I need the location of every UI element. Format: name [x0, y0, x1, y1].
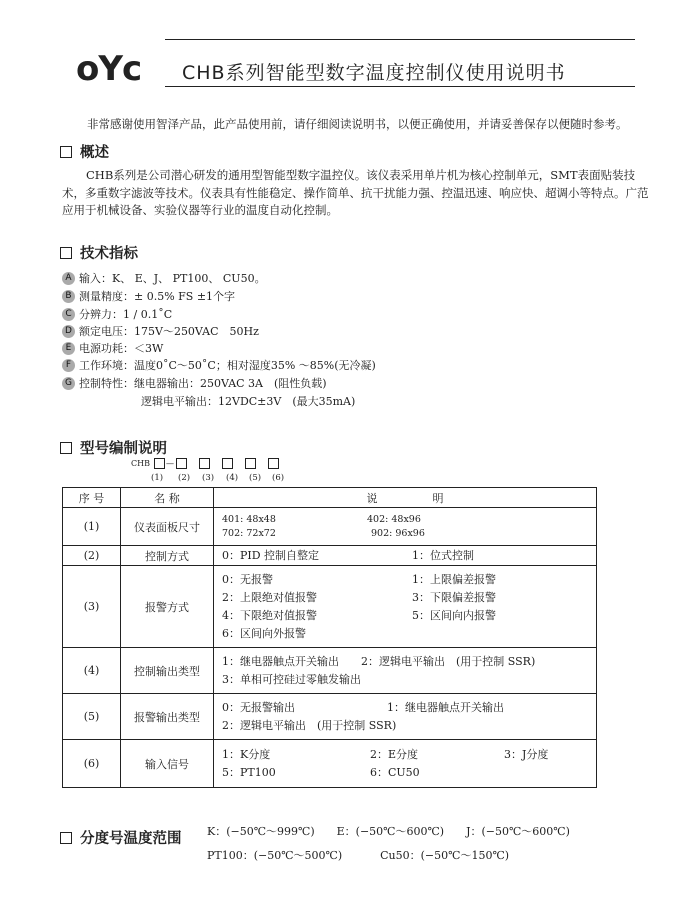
row-name: 报警方式 [121, 566, 214, 648]
section-title: 型号编制说明 [80, 441, 167, 457]
range-e: E：(−50℃～600℃) [336, 825, 445, 838]
description-item: 5：PT100 [222, 765, 276, 779]
range-k: K：(−50℃～999℃) [207, 825, 315, 838]
description-line [222, 625, 596, 643]
spec-text: 电源功耗：＜3W [79, 342, 164, 355]
intro-text: 非常感谢使用智泽产品，此产品使用前，请仔细阅读说明书，以便正确使用，并请妥善保存以便随时参考。 [87, 117, 628, 131]
code-label: (1) [151, 473, 164, 483]
row-description [214, 566, 597, 648]
spec-text: 工作环境：温度0˚C～50˚C；相对湿度35% ～85%(无冷凝) [79, 359, 376, 372]
code-dash: — [165, 459, 174, 468]
letter-badge-icon: E [62, 342, 75, 355]
table-row [63, 546, 597, 566]
letter-badge-icon: F [62, 359, 75, 372]
row-number: (6) [63, 740, 121, 788]
row-description [214, 694, 597, 740]
spec-item [62, 306, 172, 322]
spec-text: 额定电压：175V～250VAC 50Hz [79, 325, 259, 338]
row-number: (3) [63, 566, 121, 648]
header-cell: 名 称 [121, 488, 214, 508]
table-row [63, 648, 597, 694]
description-line [222, 699, 596, 717]
description-item: 902: 96x96 [371, 527, 425, 539]
row-number: (4) [63, 648, 121, 694]
range-line-2 [207, 847, 509, 863]
description-item: 6：区间向外报警 [222, 626, 306, 640]
row-name: 控制输出类型 [121, 648, 214, 694]
spec-item [62, 375, 327, 391]
range-cu50: Cu50：(−50℃～150℃) [380, 849, 510, 862]
spec-item [62, 340, 163, 356]
spec-text: 测量精度：± 0.5% FS ±1个字 [79, 290, 236, 303]
row-description [214, 648, 597, 694]
code-label: (6) [272, 473, 285, 483]
description-line [222, 589, 596, 607]
range-pt100: PT100：(−50℃～500℃) [207, 849, 343, 862]
spec-item [62, 288, 235, 304]
letter-badge-icon: G [62, 377, 75, 390]
checkbox-square-icon [60, 247, 72, 259]
row-description [214, 546, 597, 566]
row-name: 仪表面板尺寸 [121, 508, 214, 546]
code-label: (3) [202, 473, 215, 483]
code-slot-icon [245, 458, 256, 469]
description-item: 2：上限绝对值报警 [222, 590, 317, 604]
range-j: J：(−50℃～600℃) [466, 825, 570, 838]
description-item: 1：位式控制 [412, 548, 474, 562]
description-item: 2：逻辑电平输出 (用于控制 SSR) [222, 718, 397, 732]
row-number: (1) [63, 508, 121, 546]
description-item: 6：CU50 [370, 765, 420, 779]
section-overview-heading [60, 141, 109, 162]
header-cell: 说 明 [214, 488, 597, 508]
code-slot-icon [176, 458, 187, 469]
section-title: 概述 [80, 145, 109, 161]
spec-extra-line: 逻辑电平输出：12VDC±3V (最大35mA) [141, 395, 356, 408]
description-item: 5：区间向内报警 [412, 608, 496, 622]
description-line [222, 653, 596, 671]
spec-text: 控制特性：继电器输出：250VAC 3A (阻性负载) [79, 377, 327, 390]
section-ranges-heading [60, 827, 182, 848]
table-row [63, 508, 597, 546]
description-item: 0：PID 控制自整定 [222, 548, 320, 562]
range-line-1 [207, 823, 570, 839]
section-title: 分度号温度范围 [80, 831, 182, 847]
letter-badge-icon: C [62, 308, 75, 321]
model-code-pattern [131, 458, 286, 469]
description-line [222, 547, 596, 565]
header-rule-top [165, 39, 635, 40]
spec-item [62, 357, 376, 373]
code-slot-icon [199, 458, 210, 469]
document-title: CHB系列智能型数字温度控制仪使用说明书 [182, 62, 566, 84]
row-name: 控制方式 [121, 546, 214, 566]
description-line [222, 764, 596, 782]
description-line [222, 717, 596, 735]
description-item: 0：无报警 [222, 572, 273, 586]
description-line [222, 513, 596, 527]
description-item: 401: 48x48 [222, 513, 276, 525]
code-label: (2) [178, 473, 191, 483]
description-item: 1：继电器触点开关输出 2：逻辑电平输出 (用于控制 SSR) [222, 654, 536, 668]
header-rule-bottom [165, 86, 635, 87]
model-table [62, 487, 597, 788]
section-specs-heading [60, 242, 138, 263]
description-item: 0：无报警输出 [222, 700, 295, 714]
table-header-row [63, 488, 597, 508]
table-row [63, 740, 597, 788]
code-slot-icon [154, 458, 165, 469]
section-model-heading [60, 437, 167, 458]
brand-logo: oYc [76, 49, 142, 89]
row-name: 输入信号 [121, 740, 214, 788]
spec-item [62, 323, 259, 339]
code-slot-icon [222, 458, 233, 469]
description-item: 402: 48x96 [367, 513, 421, 525]
code-label: (5) [249, 473, 262, 483]
description-line [222, 527, 596, 541]
row-name: 报警输出类型 [121, 694, 214, 740]
row-description [214, 508, 597, 546]
spec-text: 输入：K、 E、J、 PT100、 CU50。 [79, 272, 266, 285]
table-row [63, 694, 597, 740]
letter-badge-icon: A [62, 272, 75, 285]
checkbox-square-icon [60, 442, 72, 454]
description-item: 4：下限绝对值报警 [222, 608, 317, 622]
row-description [214, 740, 597, 788]
spec-text: 分辨力：1 / 0.1˚C [79, 308, 173, 321]
code-prefix: CHB [131, 459, 150, 468]
checkbox-square-icon [60, 832, 72, 844]
spec-item [62, 270, 266, 286]
description-item: 702: 72x72 [222, 527, 276, 539]
description-item: 1：继电器触点开关输出 [387, 700, 504, 714]
checkbox-square-icon [60, 146, 72, 158]
description-item: 3：下限偏差报警 [412, 590, 496, 604]
description-line [222, 607, 596, 625]
letter-badge-icon: B [62, 290, 75, 303]
header-cell: 序 号 [63, 488, 121, 508]
description-line [222, 671, 596, 689]
description-item: 1：K分度 [222, 747, 271, 761]
description-item: 1：上限偏差报警 [412, 572, 496, 586]
section-title: 技术指标 [80, 246, 138, 262]
description-item: 3：单相可控硅过零触发输出 [222, 672, 361, 686]
row-number: (5) [63, 694, 121, 740]
description-item: 2：E分度 [370, 747, 419, 761]
table-row [63, 566, 597, 648]
code-slot-icon [268, 458, 279, 469]
description-line [222, 746, 596, 764]
description-item: 3：J分度 [504, 747, 549, 761]
letter-badge-icon: D [62, 325, 75, 338]
row-number: (2) [63, 546, 121, 566]
overview-paragraph: CHB系列是公司潜心研发的通用型智能型数字温控仪。该仪表采用单片机为核心控制单元，SMT表面贴装技术，多重数字滤波等技术。仪表具有性能稳定、操作简单、抗干扰能力强、控温迅速、响应快、超调小等特点。广范应用于机械设备、实验仪器等行业的温度自动化控制。 [62, 168, 649, 217]
description-line [222, 571, 596, 589]
code-label: (4) [226, 473, 239, 483]
